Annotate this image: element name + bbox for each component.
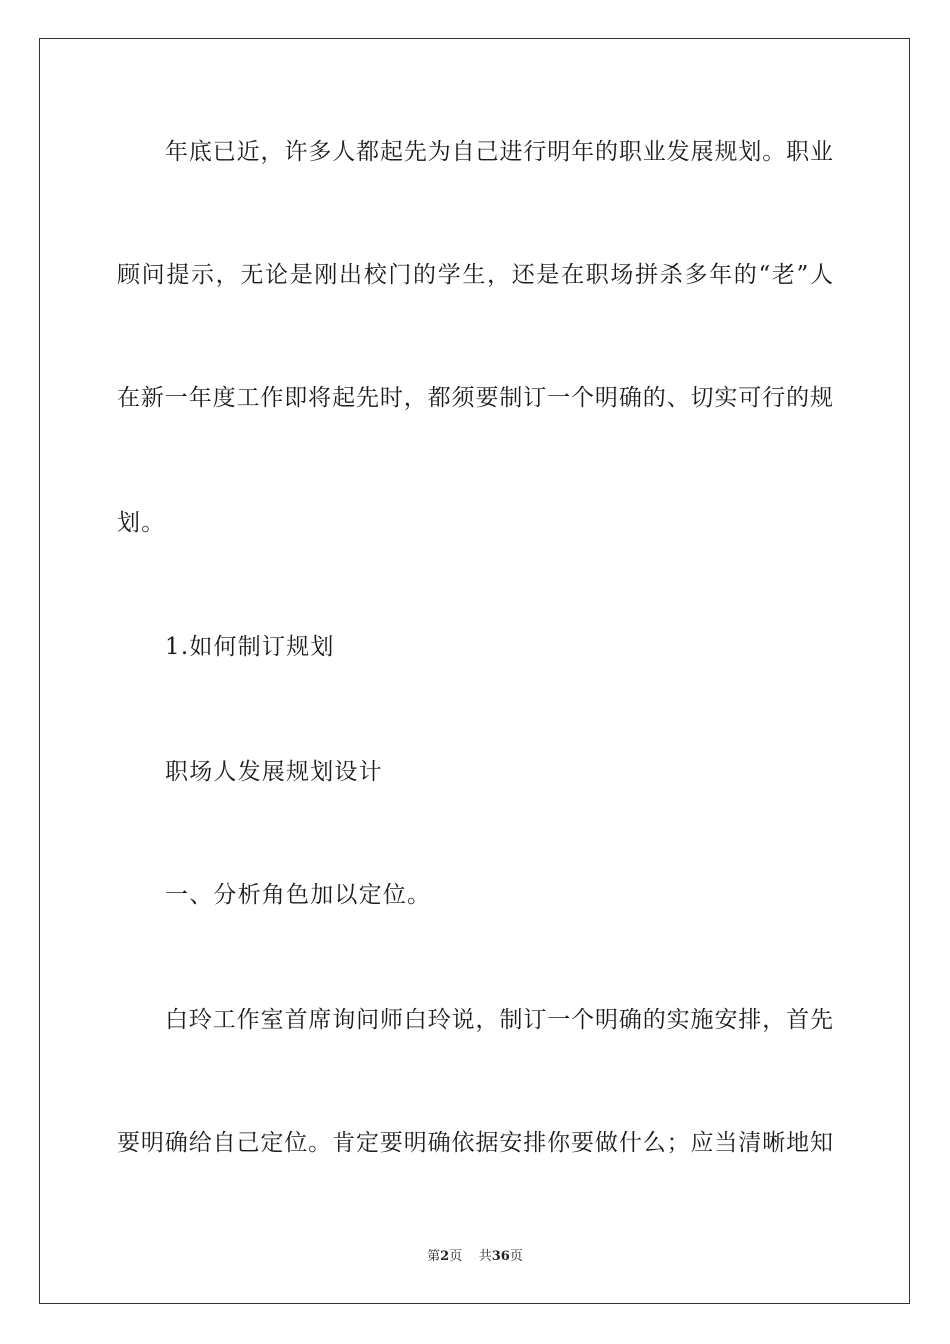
subsection-heading: 一、分析角色加以定位。 — [165, 882, 432, 908]
footer-page-prefix: 第 — [427, 1249, 441, 1264]
footer-total-prefix: 共 — [478, 1249, 492, 1264]
page-footer — [0, 1248, 950, 1266]
paragraph-line: 在新一年度工作即将起先时，都须要制订一个明确的、切实可行的规 — [117, 385, 833, 411]
paragraph-line: 顾问提示，无论是刚出校门的学生，还是在职场拼杀多年的“老”人 — [117, 262, 833, 288]
paragraph-line: 要明确给自己定位。肯定要明确依据安排你要做什么；应当清晰地知 — [117, 1130, 833, 1156]
footer-page-number: 2 — [440, 1249, 450, 1264]
paragraph-line: 年底已近，许多人都起先为自己进行明年的职业发展规划。职业 — [165, 139, 833, 165]
paragraph-line: 白玲工作室首席询问师白玲说，制订一个明确的实施安排，首先 — [165, 1007, 833, 1033]
subsection-heading: 职场人发展规划设计 — [165, 759, 383, 785]
footer-total-pages: 36 — [491, 1249, 510, 1264]
section-heading: 1.如何制订规划 — [165, 634, 335, 660]
footer-total-suffix: 页 — [509, 1249, 523, 1264]
footer-page-suffix: 页 — [449, 1249, 463, 1264]
paragraph-line: 划。 — [117, 510, 166, 536]
page-border — [39, 38, 910, 1304]
